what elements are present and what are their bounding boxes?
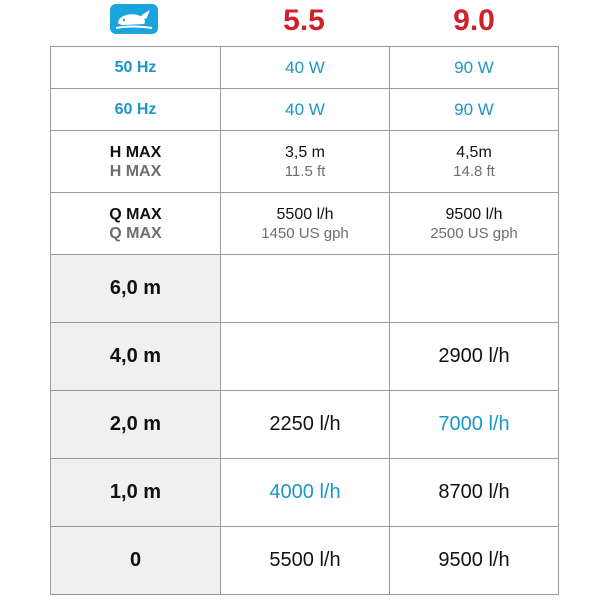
flow-value [221,323,390,391]
hmax-imperial: 14.8 ft [453,162,495,180]
flow-value: 8700 l/h [390,459,559,527]
qmax-label-metric: Q MAX [109,205,162,223]
flow-value [221,255,390,323]
table-row [51,459,559,527]
qmax-cell [390,193,559,255]
table-row [51,255,559,323]
whale-logo-icon [110,4,158,34]
head-label: 6,0 m [51,255,221,323]
table-row [51,391,559,459]
power-value: 90 W [390,89,559,131]
frequency-label: 60 Hz [51,89,221,131]
hmax-label-metric: H MAX [109,143,162,161]
hmax-metric: 3,5 m [284,143,325,161]
qmax-label-imperial: Q MAX [109,224,162,242]
qmax-imperial: 1450 US gph [261,224,349,242]
power-value: 90 W [390,47,559,89]
hmax-cell [390,131,559,193]
hmax-imperial: 11.5 ft [284,162,326,180]
qmax-metric: 9500 l/h [445,205,503,223]
head-label: 4,0 m [51,323,221,391]
qmax-label [51,193,221,255]
table-row [51,131,559,193]
head-label: 1,0 m [51,459,221,527]
hmax-label [51,131,221,193]
model-label-9-0: 9.0 [453,4,495,37]
flow-value: 2250 l/h [221,391,390,459]
spec-table [50,46,559,595]
frequency-label: 50 Hz [51,47,221,89]
hmax-label-imperial: H MAX [109,162,162,180]
flow-value: 4000 l/h [221,459,390,527]
flow-value: 7000 l/h [390,391,559,459]
flow-value: 2900 l/h [390,323,559,391]
power-value: 40 W [221,89,390,131]
qmax-cell [221,193,390,255]
flow-value: 9500 l/h [390,527,559,595]
hmax-cell [221,131,390,193]
table-row [51,193,559,255]
model-label-5-5: 5.5 [283,4,325,37]
head-label: 0 [51,527,221,595]
qmax-imperial: 2500 US gph [430,224,518,242]
table-row [51,323,559,391]
flow-value [390,255,559,323]
table-header [50,0,558,46]
power-value: 40 W [221,47,390,89]
table-row [51,527,559,595]
table-row [51,47,559,89]
flow-value: 5500 l/h [221,527,390,595]
table-row [51,89,559,131]
head-label: 2,0 m [51,391,221,459]
hmax-metric: 4,5m [456,143,492,161]
qmax-metric: 5500 l/h [276,205,334,223]
